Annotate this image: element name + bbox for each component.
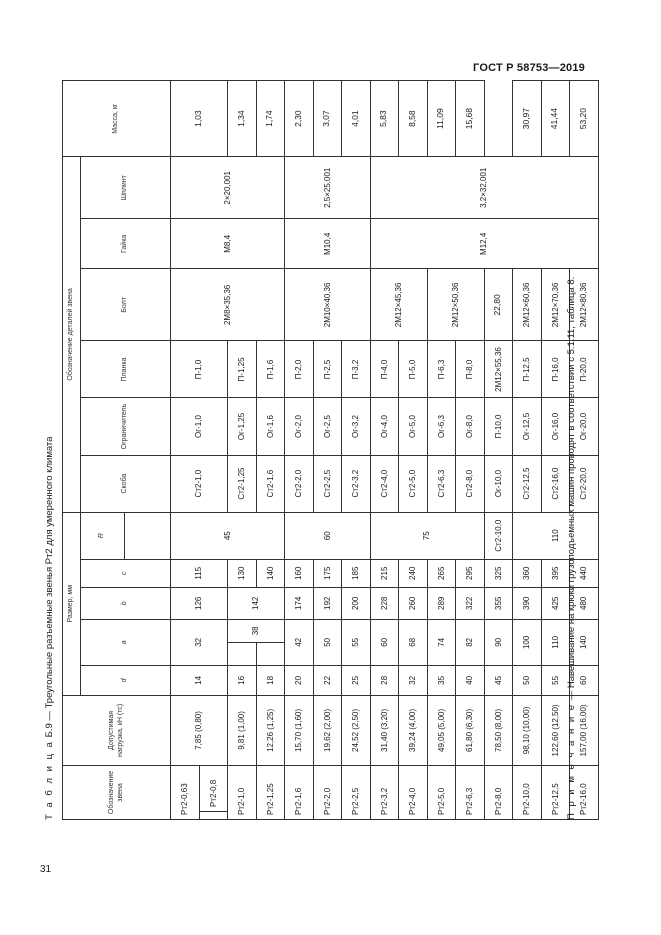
- cell-d: 22: [313, 665, 342, 695]
- cell-c: 360: [513, 559, 542, 587]
- caption-prefix: Т а б л и ц а: [44, 740, 55, 820]
- cell-c: 130: [228, 559, 257, 587]
- cell-r: 60: [285, 512, 371, 559]
- cell-limiter: Ог-10,0: [484, 455, 513, 512]
- cell-a-blank: [228, 642, 257, 665]
- cell-d: 25: [342, 665, 371, 695]
- cell-b: 425: [541, 587, 570, 619]
- cell-limiter: Ог-3,2: [342, 398, 371, 455]
- cell-plate: П-6,3: [427, 341, 456, 398]
- cell-b: 174: [285, 587, 314, 619]
- cell-bracket: Ст2-10,0: [484, 512, 513, 559]
- cell-name: Рт2-1,25: [256, 765, 285, 819]
- cell-load: 122,60 (12,50): [541, 695, 570, 765]
- cell-bracket: Ст2-12,5: [513, 455, 542, 512]
- cell-b: 355: [484, 587, 513, 619]
- cell-mass: 3,07: [313, 81, 342, 157]
- cell-a: 68: [399, 619, 428, 665]
- col-name: Обозначение звена: [63, 765, 171, 819]
- cell-d: 60: [570, 665, 599, 695]
- cell-load: 31,40 (3,20): [370, 695, 399, 765]
- col-parts-group: Обозначение деталей звена: [63, 157, 81, 512]
- cell-plate: П-1,6: [256, 341, 285, 398]
- col-mass: Масса, кг: [63, 81, 171, 157]
- cell-b: 322: [456, 587, 485, 619]
- cell-bracket: Ст2-1,0: [171, 455, 228, 512]
- cell-name: Рт2-4,0: [399, 765, 428, 819]
- cell-mass: 1,34: [228, 81, 257, 157]
- cell-b: 480: [570, 587, 599, 619]
- cell-load: 98,10 (10,00): [513, 695, 542, 765]
- cell-bolt: 2М12×50,36: [427, 269, 484, 341]
- cell-name: Рт2-1,0: [228, 765, 257, 819]
- cell-plate: П-2,5: [313, 341, 342, 398]
- col-load: Допустимая нагрузка, кН (тс): [63, 695, 171, 765]
- cell-bracket: Ст2-2,5: [313, 455, 342, 512]
- cell-load: 19,62 (2,00): [313, 695, 342, 765]
- col-r-blank: [125, 512, 171, 559]
- page-number: 31: [40, 864, 52, 875]
- cell-d: 16: [228, 665, 257, 695]
- cell-mass: 1,03: [171, 81, 228, 157]
- cell-pin: 2,5×25,001: [285, 157, 371, 219]
- caption-text: Б.9 — Треугольные разъемные звенья Рт2 для умеренного климата: [44, 436, 55, 741]
- cell-bolt: 2М8×35,36: [171, 269, 285, 341]
- cell-name: Рт2-3,2: [370, 765, 399, 819]
- cell-limiter: Ог-5,0: [399, 398, 428, 455]
- cell-mass: 22,80: [484, 269, 513, 341]
- cell-b: 126: [171, 587, 228, 619]
- cell-name: Рт2-2,5: [342, 765, 371, 819]
- standard-header: ГОСТ Р 58753—2019: [473, 62, 585, 74]
- cell-b: 200: [342, 587, 371, 619]
- cell-plate: П-1,0: [171, 341, 228, 398]
- cell-load: 12,26 (1,25): [256, 695, 285, 765]
- cell-bracket: Ст2-1,6: [256, 455, 285, 512]
- cell-d: 40: [456, 665, 485, 695]
- cell-mass: 30,97: [513, 81, 542, 157]
- cell-mass: 15,68: [456, 81, 485, 157]
- cell-load: 157,00 (16,00): [570, 695, 599, 765]
- cell-d: 28: [370, 665, 399, 695]
- col-limiter: Ограничитель: [81, 398, 171, 455]
- cell-limiter: Ог-12,5: [513, 398, 542, 455]
- cell-bracket: Ст2-20,0: [570, 455, 599, 512]
- col-bracket: Скоба: [81, 455, 171, 512]
- col-b: b: [81, 587, 171, 619]
- cell-limiter: Ог-1,25: [228, 398, 257, 455]
- cell-name: Рт2-5,0: [427, 765, 456, 819]
- cell-nut: М12,4: [370, 219, 598, 269]
- cell-bracket: Ст2-4,0: [370, 455, 399, 512]
- cell-mass: 53,20: [570, 81, 599, 157]
- cell-plate: П-2,0: [285, 341, 314, 398]
- cell-c: 440: [570, 559, 599, 587]
- cell-limiter: Ог-16,0: [541, 398, 570, 455]
- cell-c: 240: [399, 559, 428, 587]
- cell-bracket: Ст2-6,3: [427, 455, 456, 512]
- cell-c: 115: [171, 559, 228, 587]
- cell-bolt: 2М12×60,36: [513, 269, 542, 341]
- cell-limiter: Ог-8,0: [456, 398, 485, 455]
- col-c: c: [81, 559, 171, 587]
- cell-name: Рт2-2,0: [313, 765, 342, 819]
- cell-bolt: 2М12×45,36: [370, 269, 427, 341]
- cell-d: 35: [427, 665, 456, 695]
- cell-d: 55: [541, 665, 570, 695]
- cell-load: 7,85 (0,80): [171, 695, 228, 765]
- cell-plate: П-20,0: [570, 341, 599, 398]
- cell-a: 90: [484, 619, 513, 665]
- cell-a: 60: [370, 619, 399, 665]
- cell-b: 228: [370, 587, 399, 619]
- cell-limiter: Ог-6,3: [427, 398, 456, 455]
- cell-c: 175: [313, 559, 342, 587]
- cell-limiter: Ог-20,0: [570, 398, 599, 455]
- cell-plate: П-4,0: [370, 341, 399, 398]
- cell-a: 38: [228, 619, 285, 642]
- cell-limiter: Ог-1,6: [256, 398, 285, 455]
- cell-nut: М8,4: [171, 219, 285, 269]
- cell-load: 78,50 (8,00): [484, 695, 513, 765]
- rotated-table-page: [40, 80, 589, 820]
- cell-name: Рт2-1,6: [285, 765, 314, 819]
- note-text: — Навешивание на крюки грузоподъемных машин проводят в соответствии с 5.1.11, таблица 8.: [566, 276, 577, 703]
- cell-pin: 2×20,001: [171, 157, 285, 219]
- cell-plate: П-1,25: [228, 341, 257, 398]
- cell-a: 100: [513, 619, 542, 665]
- cell-b: 390: [513, 587, 542, 619]
- links-table: [62, 80, 599, 820]
- cell-load: 15,70 (1,60): [285, 695, 314, 765]
- cell-a: 74: [427, 619, 456, 665]
- cell-d: 14: [171, 665, 228, 695]
- cell-plate: П-10,0: [484, 398, 513, 455]
- table-caption: [44, 437, 55, 820]
- cell-b: 289: [427, 587, 456, 619]
- cell-load: 9,81 (1,00): [228, 695, 257, 765]
- cell-name: Рт2-16,0: [570, 765, 599, 819]
- cell-c: 325: [484, 559, 513, 587]
- table-note: [566, 277, 577, 820]
- cell-plate: П-3,2: [342, 341, 371, 398]
- col-size-group: Размер, мм: [63, 512, 81, 695]
- cell-b: 260: [399, 587, 428, 619]
- cell-c: 160: [285, 559, 314, 587]
- cell-c: 185: [342, 559, 371, 587]
- cell-c: 295: [456, 559, 485, 587]
- cell-bracket: Ст2-1,25: [228, 455, 257, 512]
- cell-r: 110: [513, 512, 599, 559]
- col-pin: Шплинт: [81, 157, 171, 219]
- table-row: [370, 81, 399, 820]
- cell-nut: М10,4: [285, 219, 371, 269]
- cell-name: Рт2-6,3: [456, 765, 485, 819]
- cell-bracket: Ст2-8,0: [456, 455, 485, 512]
- cell-name: Рт2-8,0: [484, 765, 513, 819]
- cell-a: 55: [342, 619, 371, 665]
- cell-r: 45: [171, 512, 285, 559]
- cell-d: 45: [484, 665, 513, 695]
- cell-mass: 4,01: [342, 81, 371, 157]
- cell-plate: П-12,5: [513, 341, 542, 398]
- cell-name: Рт2-10,0: [513, 765, 542, 819]
- cell-d: 32: [399, 665, 428, 695]
- cell-bolt: 2М12×70,36: [541, 269, 570, 341]
- cell-mass: 2,30: [285, 81, 314, 157]
- cell-mass: 5,83: [370, 81, 399, 157]
- cell-limiter: Ог-4,0: [370, 398, 399, 455]
- col-nut: Гайка: [81, 219, 171, 269]
- cell-name: Рт2-0,63: [171, 765, 200, 819]
- cell-plate: П-16,0: [541, 341, 570, 398]
- cell-a: 110: [541, 619, 570, 665]
- cell-r: 75: [370, 512, 484, 559]
- cell-b: 192: [313, 587, 342, 619]
- cell-a: 140: [570, 619, 599, 665]
- cell-plate: П-5,0: [399, 341, 428, 398]
- cell-bracket: Ст2-16,0: [541, 455, 570, 512]
- cell-limiter: Ог-2,5: [313, 398, 342, 455]
- cell-a: 32: [171, 619, 228, 665]
- cell-a: 42: [285, 619, 314, 665]
- cell-c: 395: [541, 559, 570, 587]
- cell-name-indent: [199, 812, 228, 820]
- cell-d: 18: [256, 665, 285, 695]
- cell-a-blank: [256, 642, 285, 665]
- col-d: d: [81, 665, 171, 695]
- cell-load: 61,80 (6,30): [456, 695, 485, 765]
- cell-bracket: Ст2-5,0: [399, 455, 428, 512]
- cell-mass: 8,58: [399, 81, 428, 157]
- cell-mass: 1,74: [256, 81, 285, 157]
- cell-c: 140: [256, 559, 285, 587]
- cell-bracket: Ст2-3,2: [342, 455, 371, 512]
- cell-plate: П-8,0: [456, 341, 485, 398]
- note-prefix: П р и м е ч а н и е: [566, 702, 577, 820]
- cell-bolt: 2М10×40,36: [285, 269, 371, 341]
- col-a: a: [81, 619, 171, 665]
- cell-limiter: Ог-1,0: [171, 398, 228, 455]
- cell-mass: 11,09: [427, 81, 456, 157]
- col-bolt: Болт: [81, 269, 171, 341]
- cell-load: 24,52 (2,50): [342, 695, 371, 765]
- cell-d: 50: [513, 665, 542, 695]
- cell-c: 265: [427, 559, 456, 587]
- cell-a: 50: [313, 619, 342, 665]
- cell-b: 142: [228, 587, 285, 619]
- cell-load: 39,24 (4,00): [399, 695, 428, 765]
- table-row: [171, 81, 200, 820]
- cell-a: 82: [456, 619, 485, 665]
- cell-bolt: 2М12×55,36: [484, 341, 513, 398]
- col-r: R: [81, 512, 125, 559]
- table-row: [285, 81, 314, 820]
- cell-pin: 3,2×32,001: [370, 157, 598, 219]
- cell-limiter: Ог-2,0: [285, 398, 314, 455]
- cell-bracket: Ст2-2,0: [285, 455, 314, 512]
- cell-name: Рт2-0,8: [199, 765, 228, 811]
- cell-c: 215: [370, 559, 399, 587]
- cell-name: Рт2-12,5: [541, 765, 570, 819]
- col-plate: Планка: [81, 341, 171, 398]
- cell-mass: 41,44: [541, 81, 570, 157]
- cell-d: 20: [285, 665, 314, 695]
- cell-load: 49,05 (5,00): [427, 695, 456, 765]
- cell-bolt: 2М12×80,36: [570, 269, 599, 341]
